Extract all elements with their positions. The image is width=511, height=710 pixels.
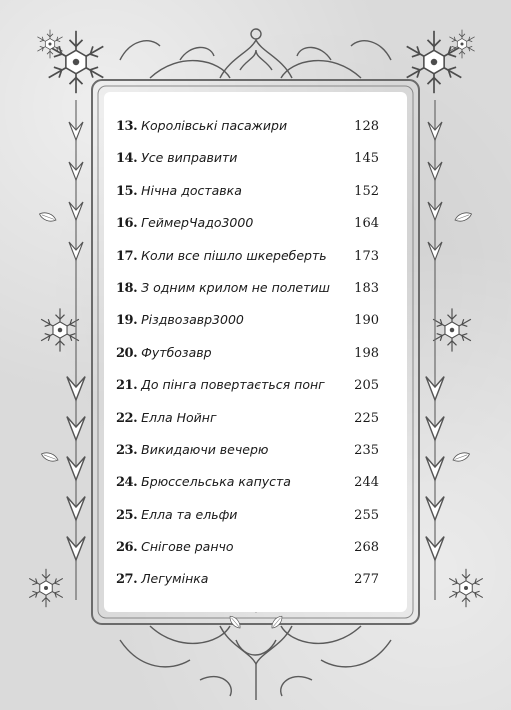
toc-entry[interactable] — [116, 304, 379, 336]
chapter-title: Королівські пасажири — [141, 118, 288, 133]
toc-entry[interactable] — [116, 240, 379, 272]
chapter-number: 24. — [116, 475, 138, 491]
toc-entry[interactable] — [116, 402, 379, 434]
chapter-title: Елла Нойнг — [141, 409, 217, 425]
chapter-number: 25. — [116, 507, 138, 523]
page-number: 152 — [354, 183, 379, 199]
page-number: 225 — [354, 410, 379, 426]
chapter-title: Різдвозавр3000 — [141, 312, 244, 328]
chapter-title: Снігове ранчо — [141, 539, 234, 555]
chapter-number: 21. — [116, 378, 138, 394]
chapter-number: 16. — [116, 216, 138, 232]
chapter-title: Футбозавр — [141, 344, 212, 360]
page-number: 268 — [354, 540, 379, 556]
chapter-title: Викидаючи вечерю — [141, 441, 269, 457]
page-number: 277 — [354, 572, 379, 588]
chapter-title: Нічна доставка — [141, 182, 242, 198]
page-number: 183 — [354, 280, 379, 296]
chapter-title: Брюссельська капуста — [141, 474, 291, 490]
toc-entry[interactable] — [116, 563, 379, 595]
toc-entry[interactable] — [116, 499, 379, 531]
page-number: 198 — [354, 345, 379, 361]
chapter-title: Легумінка — [141, 571, 209, 587]
toc-entry[interactable] — [116, 466, 379, 498]
chapter-number: 22. — [116, 410, 138, 426]
page-number: 164 — [354, 216, 379, 232]
toc-entry[interactable] — [116, 369, 379, 401]
page-number: 255 — [354, 507, 379, 523]
chapter-title: Усе виправити — [141, 150, 238, 166]
toc-entry[interactable] — [116, 337, 379, 369]
chapter-title: Коли все пішло шкереберть — [141, 247, 327, 263]
chapter-number: 17. — [116, 248, 138, 264]
page-number: 128 — [354, 119, 379, 134]
chapter-number: 19. — [116, 313, 138, 329]
chapter-number: 23. — [116, 442, 138, 458]
chapter-number: 27. — [116, 572, 138, 588]
page-number: 205 — [354, 378, 379, 394]
chapter-title: Елла та ельфи — [141, 506, 238, 522]
chapter-title: До пінга повертається понг — [141, 377, 325, 393]
chapter-number: 20. — [116, 345, 138, 361]
table-of-contents — [116, 110, 379, 596]
page-number: 235 — [354, 442, 379, 458]
toc-entry[interactable] — [116, 531, 379, 563]
page-number: 244 — [354, 475, 379, 491]
chapter-title: З одним крилом не полетиш — [141, 279, 330, 295]
chapter-number: 26. — [116, 540, 138, 556]
page-number: 173 — [354, 248, 379, 264]
page-number: 190 — [354, 313, 379, 329]
chapter-number: 18. — [116, 280, 138, 296]
page-number: 145 — [354, 151, 379, 167]
toc-entry[interactable] — [116, 434, 379, 466]
toc-entry[interactable] — [116, 207, 379, 239]
toc-entry[interactable] — [116, 110, 379, 142]
toc-entry[interactable] — [116, 142, 379, 174]
chapter-title: ГеймерЧадо3000 — [141, 215, 254, 231]
chapter-number: 13. — [116, 119, 138, 134]
chapter-number: 15. — [116, 183, 138, 199]
chapter-number: 14. — [116, 151, 138, 167]
toc-entry[interactable] — [116, 272, 379, 304]
toc-entry[interactable] — [116, 175, 379, 207]
